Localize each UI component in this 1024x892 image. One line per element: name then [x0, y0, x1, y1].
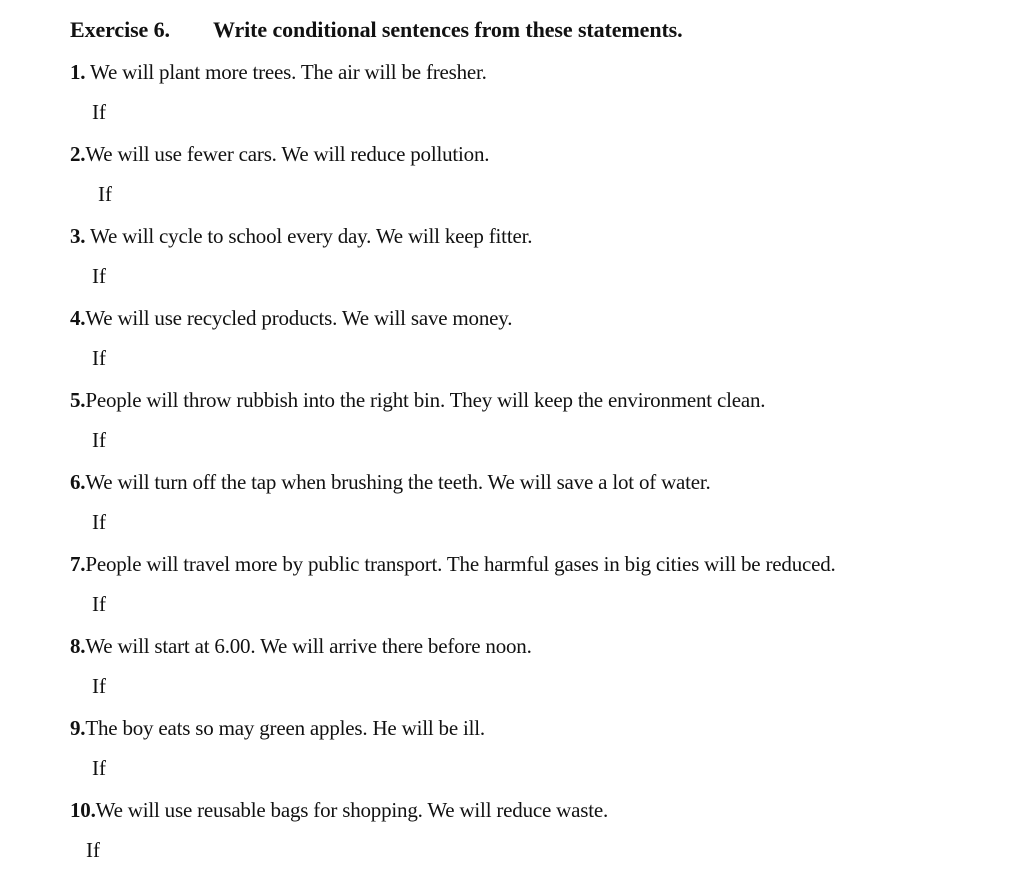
- exercise-label: Exercise 6.: [70, 17, 170, 42]
- item-number: 10.: [70, 798, 96, 822]
- item-statement: We will use reusable bags for shopping. We will reduce waste.: [95, 798, 609, 822]
- item-statement: People will throw rubbish into the right bin. They will keep the environment clean.: [85, 388, 766, 412]
- answer-prompt-8: If: [92, 674, 106, 698]
- answer-prompt-3: If: [92, 264, 106, 288]
- exercise-item-10: [70, 798, 608, 823]
- item-number: 6.: [70, 470, 86, 494]
- exercise-item-7: [70, 552, 836, 577]
- item-number: 3.: [70, 224, 86, 248]
- answer-prompt-9: If: [92, 756, 106, 780]
- item-statement: The boy eats so may green apples. He will be ill.: [85, 716, 485, 740]
- item-number: 9.: [70, 716, 86, 740]
- item-statement: We will plant more trees. The air will be fresher.: [85, 60, 487, 84]
- item-number: 4.: [70, 306, 86, 330]
- exercise-heading: [70, 17, 683, 43]
- answer-prompt-7: If: [92, 592, 106, 616]
- answer-prompt-4: If: [92, 346, 106, 370]
- item-number: 7.: [70, 552, 86, 576]
- item-statement: We will cycle to school every day. We will keep fitter.: [85, 224, 533, 248]
- exercise-item-9: [70, 716, 485, 741]
- answer-prompt-6: If: [92, 510, 106, 534]
- answer-prompt-5: If: [92, 428, 106, 452]
- exercise-item-4: [70, 306, 512, 331]
- item-number: 1.: [70, 60, 86, 84]
- item-number: 8.: [70, 634, 86, 658]
- item-statement: We will turn off the tap when brushing the teeth. We will save a lot of water.: [85, 470, 711, 494]
- answer-prompt-2: If: [98, 182, 112, 206]
- item-statement: People will travel more by public transport. The harmful gases in big cities will be reduced.: [85, 552, 836, 576]
- item-statement: We will use fewer cars. We will reduce pollution.: [85, 142, 490, 166]
- exercise-item-8: [70, 634, 532, 659]
- exercise-instruction: Write conditional sentences from these statements.: [213, 17, 683, 42]
- exercise-item-5: [70, 388, 765, 413]
- exercise-item-2: [70, 142, 489, 167]
- exercise-item-1: [70, 60, 487, 85]
- item-number: 2.: [70, 142, 86, 166]
- item-statement: We will use recycled products. We will save money.: [85, 306, 513, 330]
- exercise-item-6: [70, 470, 711, 495]
- exercise-item-3: [70, 224, 532, 249]
- item-statement: We will start at 6.00. We will arrive there before noon.: [85, 634, 532, 658]
- item-number: 5.: [70, 388, 86, 412]
- answer-prompt-10: If: [86, 838, 100, 862]
- answer-prompt-1: If: [92, 100, 106, 124]
